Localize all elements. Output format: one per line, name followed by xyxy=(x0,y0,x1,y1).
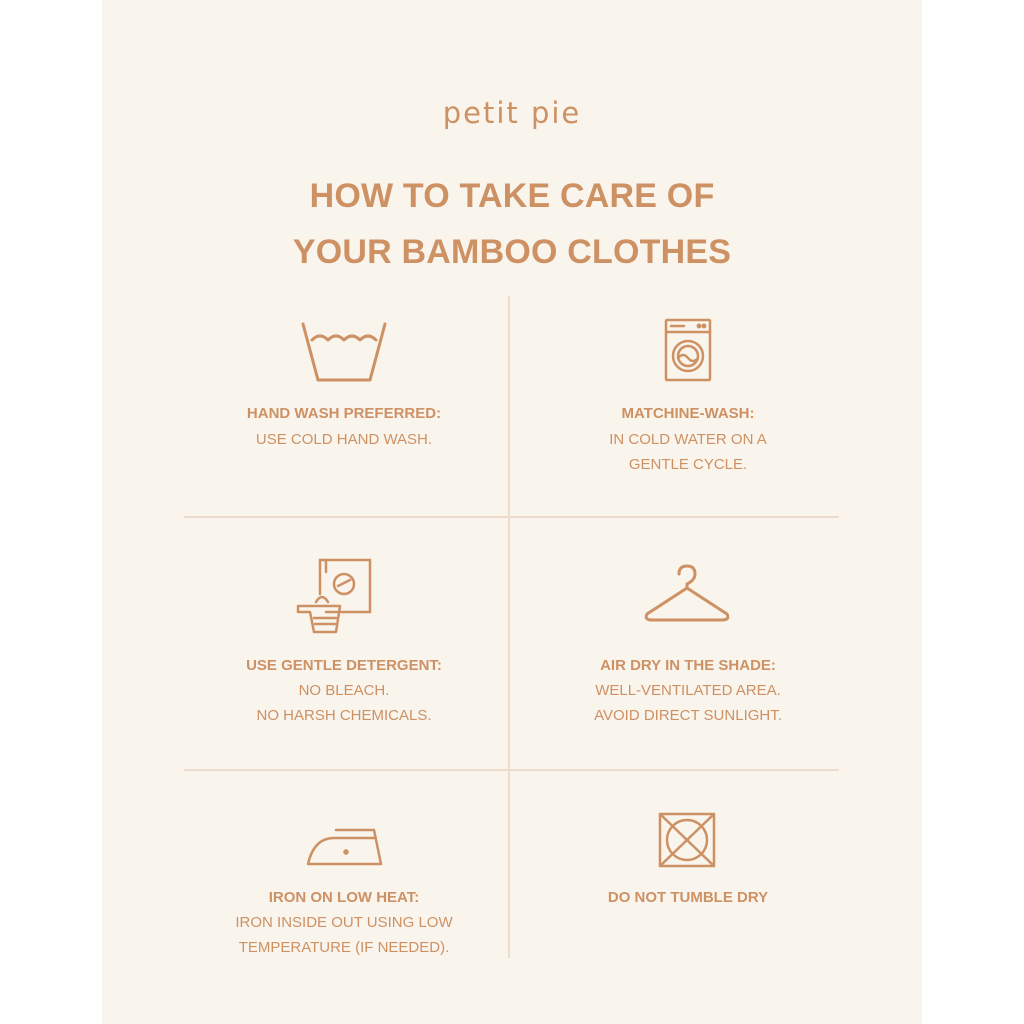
cell-5-line-2: TEMPERATURE (IF NEEDED). xyxy=(238,939,450,956)
cell-2-line-1: IN COLD WATER ON A xyxy=(609,431,767,448)
cell-1-title: HAND WASH PREFERRED: xyxy=(246,405,442,422)
cell-4-line-1: WELL-VENTILATED AREA. xyxy=(595,682,781,699)
cell-2-line-2: GENTLE CYCLE. xyxy=(628,456,748,473)
detergent-icon xyxy=(296,554,376,634)
cell-5-title: IRON ON LOW HEAT: xyxy=(268,889,420,906)
horizontal-divider-top xyxy=(184,516,839,518)
no-tumble-dry-icon xyxy=(658,812,716,868)
cell-3-line-1: NO BLEACH. xyxy=(298,682,390,699)
cell-5-line-1: IRON INSIDE OUT USING LOW xyxy=(235,914,453,931)
cell-2-title: MATCHINE-WASH: xyxy=(621,405,755,422)
headline-line-2: YOUR BAMBOO CLOTHES xyxy=(292,233,732,271)
washing-machine-icon xyxy=(664,318,712,382)
cell-3-title: USE GENTLE DETERGENT: xyxy=(246,657,442,674)
cell-4-line-2: AVOID DIRECT SUNLIGHT. xyxy=(594,707,782,724)
hand-wash-basin-icon xyxy=(300,320,388,384)
cell-4-title: AIR DRY IN THE SHADE: xyxy=(600,657,776,674)
brand-logo: petit pie xyxy=(442,96,582,130)
hanger-icon xyxy=(644,564,730,628)
cell-1-line-1: USE COLD HAND WASH. xyxy=(255,431,433,448)
cell-6-title: DO NOT TUMBLE DRY xyxy=(607,889,769,906)
horizontal-divider-bottom xyxy=(184,769,839,771)
cell-3-line-2: NO HARSH CHEMICALS. xyxy=(256,707,432,724)
care-card xyxy=(102,0,922,1024)
iron-icon xyxy=(304,828,384,868)
vertical-divider xyxy=(508,296,510,958)
headline-line-1: HOW TO TAKE CARE OF xyxy=(309,177,715,215)
